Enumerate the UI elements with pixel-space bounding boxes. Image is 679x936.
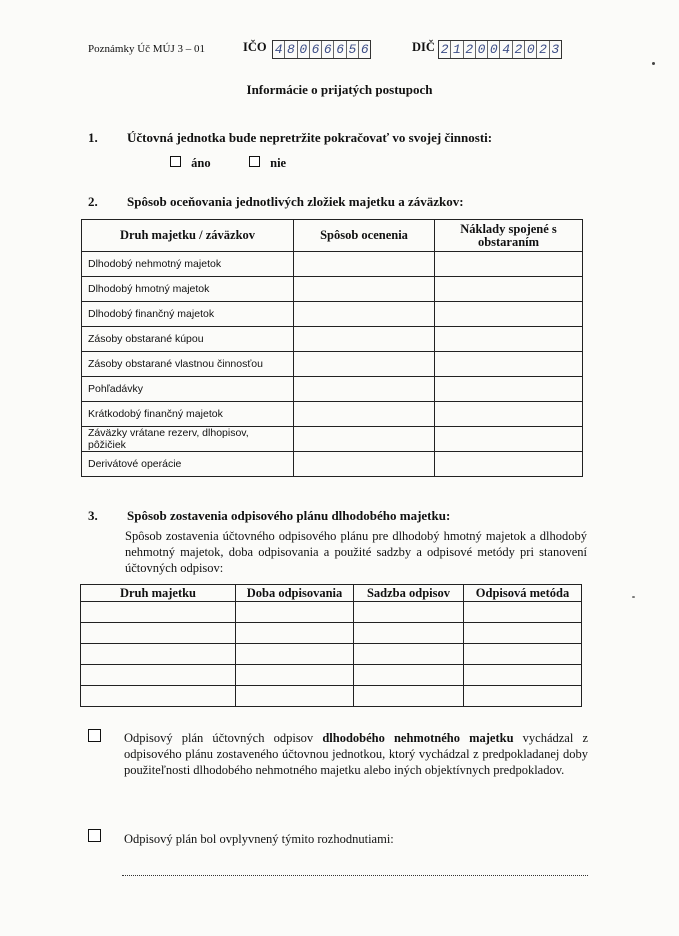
depr-period-cell[interactable] [236, 686, 354, 707]
depr-method-cell[interactable] [464, 665, 582, 686]
section3-intro: Spôsob zostavenia účtovného odpisového plánu pre dlhodobý hmotný majetok a dlhodobý nehmotný majetok, doba odpisovania a použité sadzby a odpisové metódy pri stanovení účtovných odpisov: [125, 529, 587, 575]
valuation-row [82, 452, 583, 477]
depr-rate-cell[interactable] [354, 602, 464, 623]
ico-field[interactable] [272, 40, 371, 59]
valuation-costs-cell[interactable] [435, 377, 583, 402]
valuation-row [82, 277, 583, 302]
valuation-costs-cell[interactable] [435, 327, 583, 352]
intangible-text-end: vychádzal z odpisového plánu zostaveného účtovnou jednotkou, ktorý vychádzal z predpokladanej doby použiteľnosti dlhodobého nehmotného majetku alebo iných objektívnych predpokladov. [124, 731, 589, 777]
section2-number: 2. [88, 194, 98, 209]
ico-digit-box[interactable]: 6 [322, 41, 334, 58]
section1-number: 1. [88, 130, 98, 145]
valuation-costs-cell[interactable] [435, 402, 583, 427]
depreciation-row [81, 686, 582, 707]
valuation-row-label: Dlhodobý nehmotný majetok [82, 252, 294, 277]
dic-digit-box[interactable]: 1 [451, 41, 463, 58]
section3-heading: Spôsob zostavenia odpisového plánu dlhodobého majetku: [127, 508, 451, 523]
depr-period-cell[interactable] [236, 602, 354, 623]
intangible-text-start: Odpisový plán účtovných odpisov [124, 731, 323, 745]
dic-digit-box[interactable]: 4 [500, 41, 512, 58]
depr-type-cell[interactable] [81, 665, 236, 686]
ico-digit-box[interactable]: 8 [285, 41, 297, 58]
section1-heading: Účtovná jednotka bude nepretržite pokračovať vo svojej činnosti: [127, 130, 493, 145]
depreciation-row [81, 623, 582, 644]
depr-col-method: Odpisová metóda [464, 585, 582, 602]
option-yes-label: áno [191, 156, 211, 170]
valuation-col-costs: Náklady spojené s obstaraním [435, 220, 583, 252]
dic-digit-box[interactable]: 2 [464, 41, 476, 58]
depr-method-cell[interactable] [464, 686, 582, 707]
ico-digit-box[interactable]: 6 [310, 41, 322, 58]
valuation-row [82, 327, 583, 352]
valuation-method-cell[interactable] [294, 352, 435, 377]
valuation-costs-cell[interactable] [435, 427, 583, 452]
valuation-row-label: Záväzky vrátane rezerv, dlhopisov, pôžičiek [82, 427, 294, 452]
depreciation-row [81, 644, 582, 665]
valuation-row [82, 302, 583, 327]
checkbox-intangible-plan[interactable] [88, 729, 101, 742]
ico-digit-box[interactable]: 6 [360, 42, 369, 57]
depr-method-cell[interactable] [464, 623, 582, 644]
scan-speck [632, 596, 635, 598]
depr-rate-cell[interactable] [354, 644, 464, 665]
valuation-costs-cell[interactable] [435, 252, 583, 277]
ico-digit-box[interactable]: 5 [347, 41, 359, 58]
intangible-plan-text [124, 730, 588, 778]
depr-rate-cell[interactable] [354, 686, 464, 707]
valuation-row [82, 252, 583, 277]
valuation-row-label: Dlhodobý hmotný majetok [82, 277, 294, 302]
valuation-row-label: Derivátové operácie [82, 452, 294, 477]
option-no-label: nie [270, 156, 287, 170]
checkbox-yes[interactable] [170, 156, 181, 167]
valuation-costs-cell[interactable] [435, 452, 583, 477]
valuation-row-label: Dlhodobý finančný majetok [82, 302, 294, 327]
depr-period-cell[interactable] [236, 623, 354, 644]
valuation-method-cell[interactable] [294, 252, 435, 277]
depr-period-cell[interactable] [236, 644, 354, 665]
dic-digit-box[interactable]: 3 [551, 42, 560, 57]
checkbox-decisions[interactable] [88, 829, 101, 842]
dic-label: DIČ [412, 40, 435, 54]
valuation-row [82, 352, 583, 377]
section2-heading: Spôsob oceňovania jednotlivých zložiek majetku a záväzkov: [127, 194, 464, 209]
section3-number: 3. [88, 508, 98, 523]
depr-method-cell[interactable] [464, 602, 582, 623]
ico-digit-box[interactable]: 0 [298, 41, 310, 58]
valuation-row-label: Pohľadávky [82, 377, 294, 402]
depreciation-row [81, 602, 582, 623]
ico-digit-box[interactable]: 4 [273, 41, 285, 58]
valuation-row-label: Zásoby obstarané kúpou [82, 327, 294, 352]
valuation-row-label: Krátkodobý finančný majetok [82, 402, 294, 427]
valuation-method-cell[interactable] [294, 327, 435, 352]
depr-rate-cell[interactable] [354, 623, 464, 644]
dic-digit-box[interactable]: 0 [488, 41, 500, 58]
scan-speck [652, 62, 655, 65]
valuation-row [82, 427, 583, 452]
depr-col-period: Doba odpisovania [236, 585, 354, 602]
depr-type-cell[interactable] [81, 644, 236, 665]
page-title: Informácie o prijatých postupoch [246, 82, 433, 97]
valuation-method-cell[interactable] [294, 427, 435, 452]
depr-period-cell[interactable] [236, 665, 354, 686]
valuation-table [81, 219, 583, 477]
depr-type-cell[interactable] [81, 602, 236, 623]
ico-digit-box[interactable]: 6 [334, 41, 346, 58]
depreciation-row [81, 665, 582, 686]
dic-digit-box[interactable]: 2 [537, 41, 549, 58]
dic-digit-box[interactable]: 2 [439, 41, 451, 58]
valuation-method-cell[interactable] [294, 277, 435, 302]
valuation-costs-cell[interactable] [435, 302, 583, 327]
valuation-row-label: Zásoby obstarané vlastnou činnosťou [82, 352, 294, 377]
valuation-costs-cell[interactable] [435, 277, 583, 302]
depr-type-cell[interactable] [81, 686, 236, 707]
depr-col-rate: Sadzba odpisov [354, 585, 464, 602]
dic-field[interactable] [438, 40, 562, 59]
depr-method-cell[interactable] [464, 644, 582, 665]
valuation-col-type: Druh majetku / záväzkov [82, 220, 294, 252]
valuation-col-method: Spôsob ocenenia [294, 220, 435, 252]
decisions-text: Odpisový plán bol ovplyvnený týmito rozhodnutiami: [124, 832, 394, 846]
depreciation-table [80, 584, 582, 707]
dic-digit-box[interactable]: 2 [513, 41, 525, 58]
form-label: Poznámky Úč MÚJ 3 – 01 [88, 43, 206, 55]
valuation-row [82, 402, 583, 427]
valuation-method-cell[interactable] [294, 452, 435, 477]
depr-rate-cell[interactable] [354, 665, 464, 686]
depr-col-type: Druh majetku [81, 585, 236, 602]
depr-type-cell[interactable] [81, 623, 236, 644]
checkbox-no[interactable] [249, 156, 260, 167]
valuation-method-cell[interactable] [294, 377, 435, 402]
dic-digit-box[interactable]: 0 [525, 41, 537, 58]
valuation-method-cell[interactable] [294, 302, 435, 327]
intangible-text-bold: dlhodobého nehmotného majetku [322, 731, 514, 745]
ico-label: IČO [243, 40, 267, 54]
valuation-method-cell[interactable] [294, 402, 435, 427]
dic-digit-box[interactable]: 0 [476, 41, 488, 58]
valuation-costs-cell[interactable] [435, 352, 583, 377]
decisions-fill-line[interactable] [122, 875, 588, 876]
valuation-row [82, 377, 583, 402]
